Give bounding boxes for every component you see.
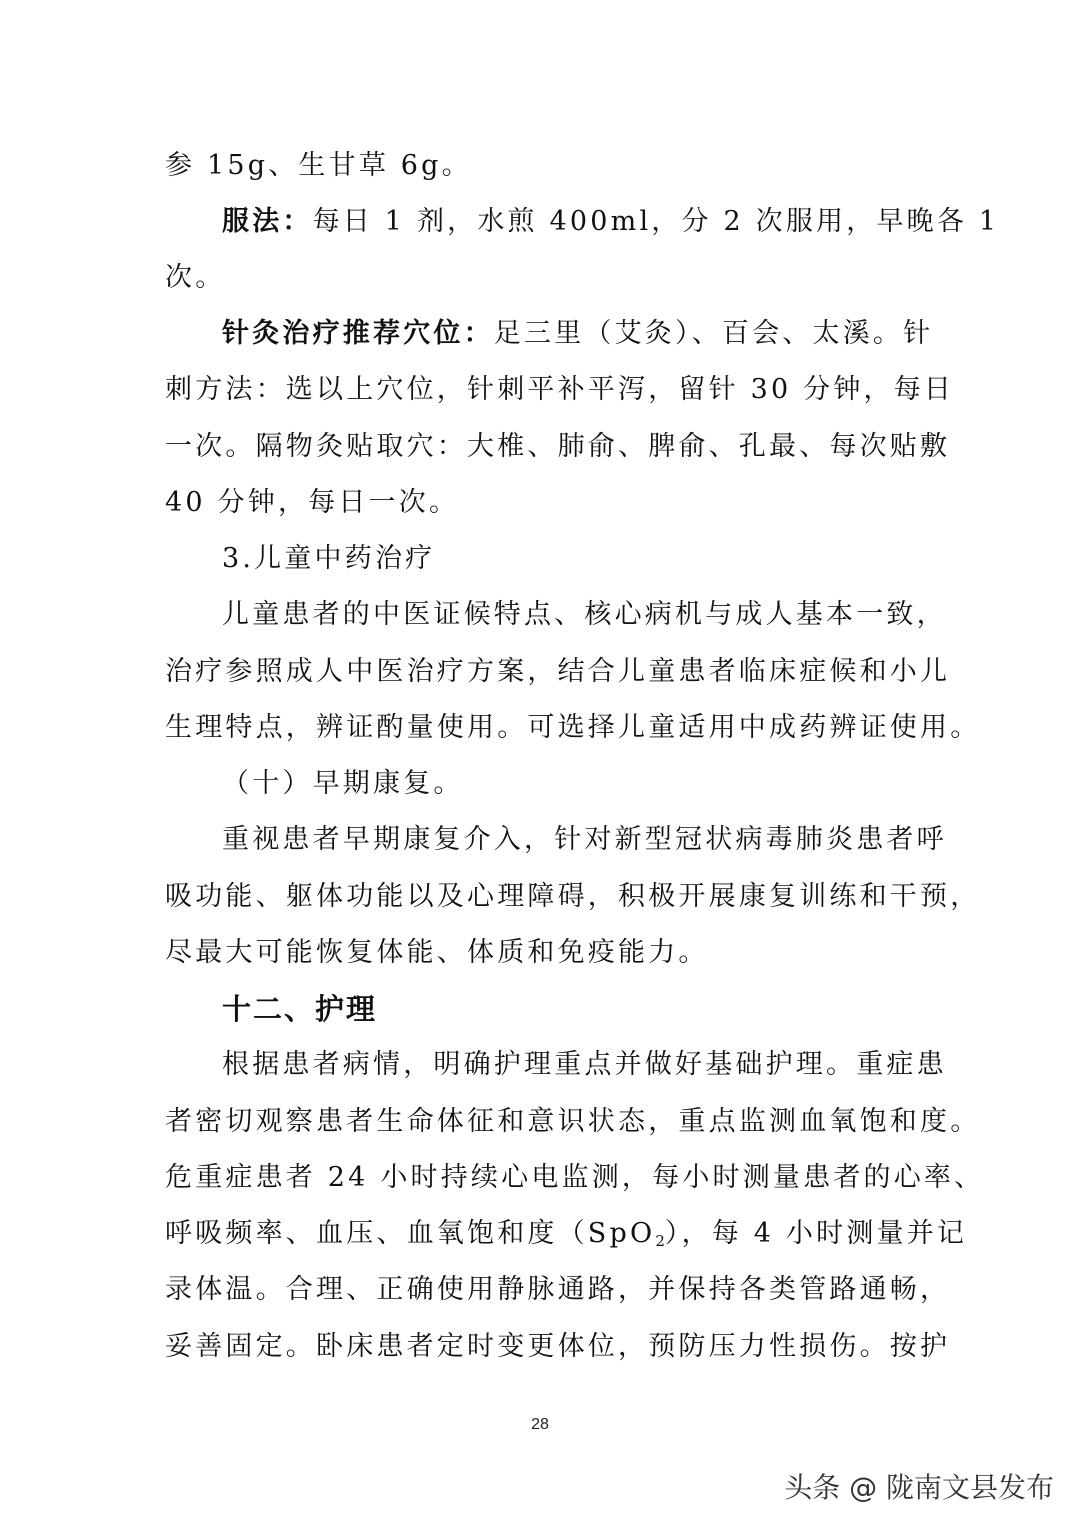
- text-line: 尽最大可能恢复体能、体质和免疫能力。: [165, 937, 709, 968]
- text-line: [165, 1216, 968, 1259]
- bold-label: 服法：: [222, 206, 313, 237]
- text-line: 生理特点，辨证酌量使用。可选择儿童适用中成药辨证使用。: [165, 712, 981, 743]
- text-span: 呼吸频率、血压、血氧饱和度（SpO: [165, 1218, 656, 1249]
- text-line: 儿童患者的中医证候特点、核心病机与成人基本一致，: [222, 599, 947, 630]
- subscript: 2: [655, 1232, 665, 1250]
- section-heading: 十二、护理: [222, 992, 378, 1026]
- text-line: 一次。隔物灸贴取穴：大椎、肺俞、脾俞、孔最、每次贴敷: [165, 431, 951, 462]
- page-number: 28: [531, 1416, 549, 1433]
- text-line: 40 分钟，每日一次。: [165, 487, 460, 518]
- subsection-heading: 3.儿童中药治疗: [222, 543, 436, 574]
- text-line: 次。: [165, 262, 226, 293]
- text-line: [222, 316, 982, 352]
- text-line: 妥善固定。卧床患者定时变更体位，预防压力性损伤。按护: [165, 1331, 951, 1362]
- text-line: [222, 204, 1000, 240]
- bold-label: 针灸治疗推荐穴位：: [222, 318, 494, 349]
- subsection-heading: （十）早期康复。: [222, 768, 464, 799]
- text-line: 录体温。合理、正确使用静脉通路，并保持各类管路通畅，: [165, 1274, 951, 1305]
- text-span: 每日 1 剂，水煎 400ml，分 2 次服用，早晚各 1: [312, 206, 1000, 237]
- text-line: 吸功能、躯体功能以及心理障碍，积极开展康复训练和干预，: [165, 881, 981, 912]
- text-line: 危重症患者 24 小时持续心电监测，每小时测量患者的心率、: [165, 1162, 985, 1193]
- text-span: ），每 4 小时测量并记: [664, 1218, 968, 1249]
- text-line: 刺方法：选以上穴位，针刺平补平泻，留针 30 分钟，每日: [165, 374, 955, 405]
- text-span: 足三里（艾灸）、百会、太溪。针: [493, 318, 934, 349]
- watermark: 头条 @ 陇南文县发布: [784, 1471, 1054, 1504]
- text-line: 根据患者病情，明确护理重点并做好基础护理。重症患: [222, 1049, 947, 1080]
- text-line: 治疗参照成人中医治疗方案，结合儿童患者临床症候和小儿: [165, 656, 951, 687]
- text-line: 重视患者早期康复介入，针对新型冠状病毒肺炎患者呼: [222, 824, 947, 855]
- text-line: 参 15g、生甘草 6g。: [165, 150, 472, 181]
- text-line: 者密切观察患者生命体征和意识状态，重点监测血氧饱和度。: [165, 1106, 981, 1137]
